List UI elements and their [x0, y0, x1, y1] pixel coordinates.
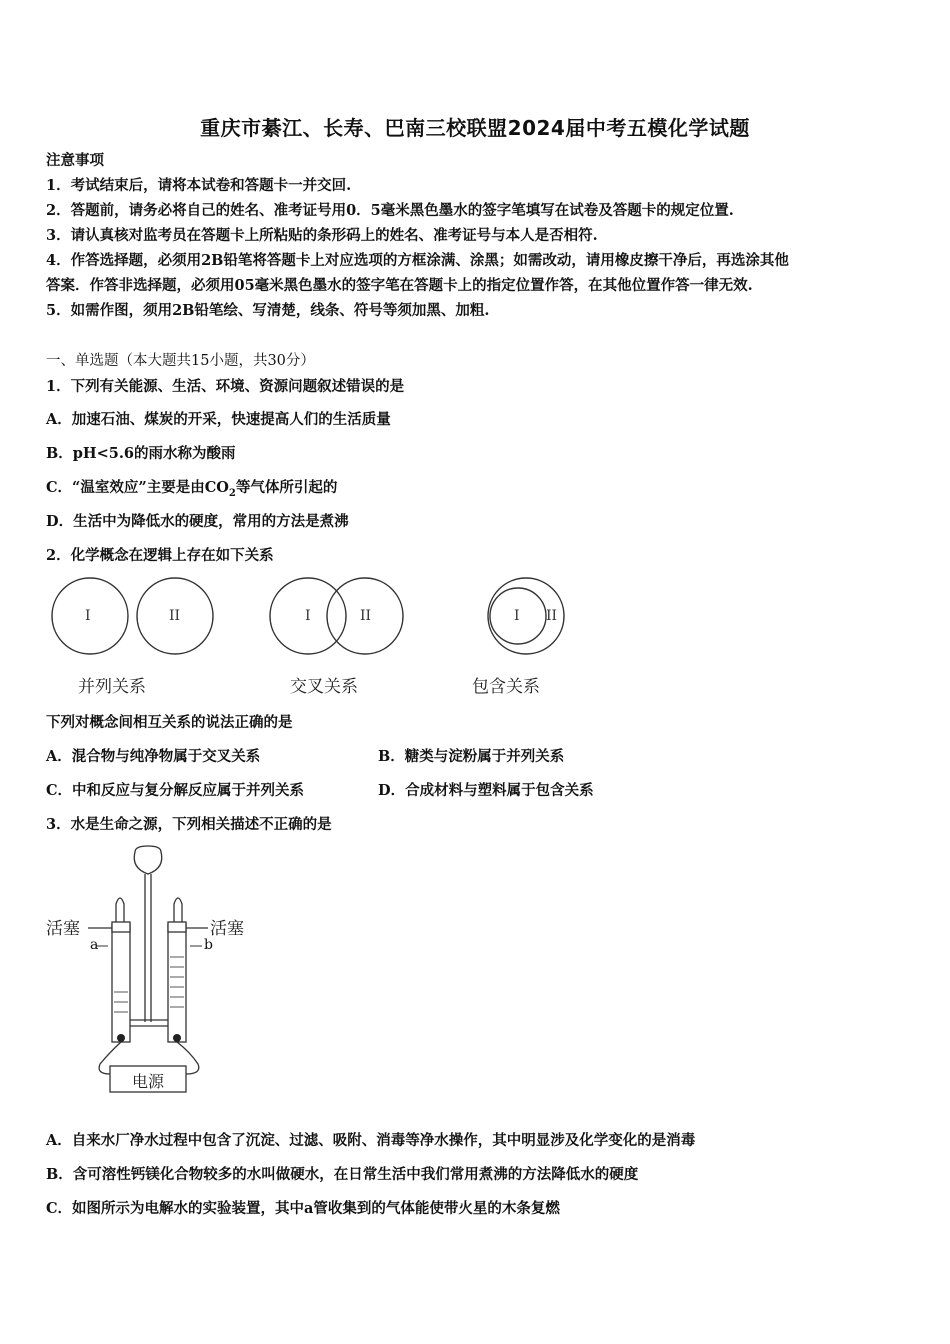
left-tube	[112, 924, 130, 1042]
question-3-stem: 3．水是生命之源，下列相关描述不正确的是	[46, 816, 332, 833]
label-power: 电源	[132, 1072, 165, 1091]
left-tube-top	[116, 898, 124, 924]
right-electrode	[173, 1034, 181, 1042]
notice-item: 3．请认真核对监考员在答题卡上所粘贴的条形码上的姓名、准考证号与本人是否相符.	[46, 227, 598, 244]
roman-1: I	[85, 608, 91, 624]
roman-2: II	[169, 608, 181, 624]
notice-item: 1．考试结束后，请将本试卷和答题卡一并交回.	[46, 177, 352, 194]
q1-option-d: D．生活中为降低水的硬度，常用的方法是煮沸	[46, 513, 349, 530]
label-contain: 包含关系	[472, 677, 540, 697]
left-electrode	[117, 1034, 125, 1042]
label-a: a	[90, 937, 99, 953]
label-stopcock-right: 活塞	[210, 919, 244, 939]
q2-option-d: D．合成材料与塑料属于包含关系	[378, 782, 594, 799]
roman-1: I	[514, 608, 520, 624]
q1-option-c: C．“温室效应”主要是由$CO_2$等气体所引起的	[46, 479, 338, 499]
question-1-stem: 1．下列有关能源、生活、环境、资源问题叙述错误的是	[46, 378, 405, 395]
question-2-stem: 2．化学概念在逻辑上存在如下关系	[46, 547, 274, 564]
page-title: 重庆市綦江、长寿、巴南三校联盟2024届中考五模化学试题	[200, 116, 750, 140]
q2-option-c: C．中和反应与复分解反应属于并列关系	[46, 782, 305, 799]
q3-option-b: B．含可溶性钙镁化合物较多的水叫做硬水，在日常生活中我们常用煮沸的方法降低水的硬度	[46, 1166, 639, 1183]
notice-item: 4．作答选择题，必须用2B铅笔将答题卡上对应选项的方框涂满、涂黑；如需改动，请用橡皮擦干净后，再选涂其他	[46, 252, 789, 269]
q1-option-a: A．加速石油、煤炭的开采，快速提高人们的生活质量	[46, 411, 391, 428]
q3-option-c: C．如图所示为电解水的实验装置，其中a管收集到的气体能使带火星的木条复燃	[46, 1200, 560, 1217]
funnel	[134, 846, 162, 874]
notice-item: 答案．作答非选择题，必须用05毫米黑色墨水的签字笔在答题卡上的指定位置作答，在其他位置作答一律无效.	[46, 277, 753, 294]
label-stopcock-left: 活塞	[46, 919, 80, 939]
roman-2: II	[546, 608, 558, 624]
section-heading: 一、单选题（本大题共15小题，共30分）	[46, 353, 315, 369]
q3-option-a: A．自来水厂净水过程中包含了沉淀、过滤、吸附、消毒等净水操作，其中明显涉及化学变化的是消毒	[46, 1132, 696, 1149]
q2-option-b: B．糖类与淀粉属于并列关系	[378, 748, 565, 765]
q1-option-b: B．pH<5.6的雨水称为酸雨	[46, 445, 236, 462]
q2-option-a: A．混合物与纯净物属于交叉关系	[46, 748, 261, 765]
right-tube	[168, 924, 186, 1042]
cross-diagram	[270, 578, 403, 654]
label-cross: 交叉关系	[290, 677, 358, 697]
right-wire	[177, 1042, 199, 1074]
question-2-prompt: 下列对概念间相互关系的说法正确的是	[46, 714, 293, 731]
notice-item: 2．答题前，请务必将自己的姓名、准考证号用0．5毫米黑色墨水的签字笔填写在试卷及答题卡的规定位置.	[46, 202, 734, 219]
right-tube-top	[174, 898, 182, 924]
electrolysis-apparatus	[40, 842, 260, 1102]
notice-heading: 注意事项	[46, 152, 104, 169]
parallel-diagram	[52, 578, 213, 654]
roman-2: II	[360, 608, 372, 624]
roman-1: I	[305, 608, 311, 624]
label-b: b	[204, 937, 213, 953]
notice-item: 5．如需作图，须用2B铅笔绘、写清楚，线条、符号等须加黑、加粗.	[46, 302, 490, 319]
label-parallel: 并列关系	[78, 677, 146, 697]
